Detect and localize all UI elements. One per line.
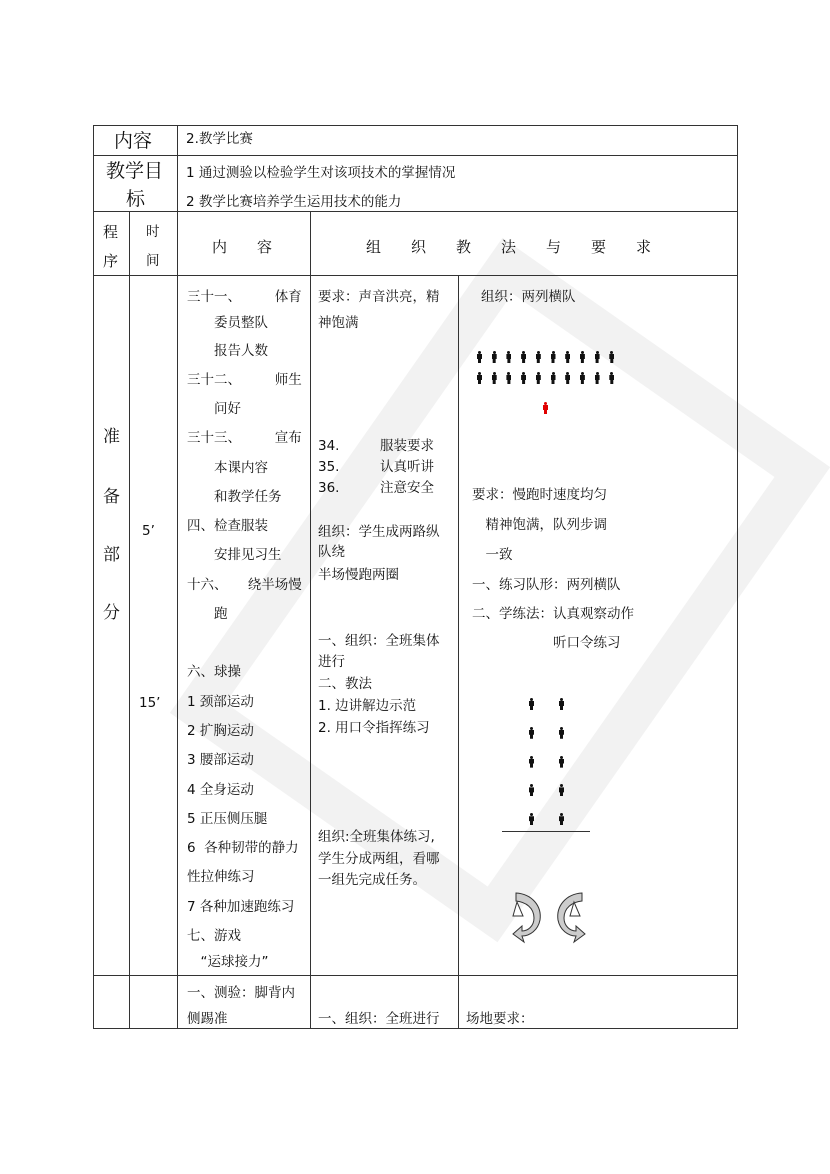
goal-label: 标 <box>126 188 146 210</box>
person-icon <box>609 372 614 384</box>
col-time: 时 <box>146 224 160 240</box>
col-method: 组 织 教 法 与 要 求 <box>366 238 652 256</box>
content-line: 5 正压侧压腿 <box>187 811 268 827</box>
content-line: 七、游戏 <box>187 928 241 944</box>
table-border <box>93 275 738 276</box>
content-line: 侧踢准 <box>187 1011 228 1027</box>
method-line: 二、教法 <box>318 676 372 692</box>
person-icon <box>580 372 585 384</box>
person-icon <box>477 351 482 363</box>
person-icon <box>559 698 564 710</box>
goal-2: 2 教学比赛培养学生运用技术的能力 <box>186 194 402 210</box>
content-line: 安排见习生 <box>187 547 282 563</box>
method-line: 一、组织：全班进行 <box>318 1011 440 1027</box>
table-border <box>177 125 178 1029</box>
requirement-line: 听口令练习 <box>472 635 621 651</box>
person-icon <box>559 813 564 825</box>
method-line: 学生分成两组，看哪 <box>318 851 440 867</box>
content-line: 3 腰部运动 <box>187 752 254 768</box>
content-line: 7 各种加速跑练习 <box>187 899 295 915</box>
col-content: 内 容 <box>212 238 273 256</box>
person-icon <box>529 813 534 825</box>
method-line: 36. 注意安全 <box>318 480 434 496</box>
method-line: 队绕 <box>318 544 345 560</box>
requirement-line: 场地要求： <box>466 1011 534 1027</box>
section-name-char: 准 <box>103 427 120 447</box>
content-line: 6 各种韧带的静力 <box>187 840 299 856</box>
requirement-line: 一、练习队形：两列横队 <box>472 577 621 593</box>
content-line: 三十三、 宣布 <box>187 430 302 446</box>
content-line: 三十二、 师生 <box>187 372 302 388</box>
content-line: 跑 <box>187 606 228 622</box>
person-icon <box>492 351 497 363</box>
content-line: 四、检查服装 <box>187 518 268 534</box>
person-icon <box>521 351 526 363</box>
person-icon <box>529 784 534 796</box>
person-icon <box>536 372 541 384</box>
curved-arrow-icon <box>510 890 595 945</box>
content-line: 委员整队 <box>187 315 268 331</box>
person-icon <box>506 372 511 384</box>
section-name-char: 部 <box>103 545 120 565</box>
content-line: 六、球操 <box>187 664 241 680</box>
content-line: 1 颈部运动 <box>187 694 254 710</box>
person-icon <box>521 372 526 384</box>
requirement-line: 一致 <box>472 547 513 563</box>
method-line: 2. 用口令指挥练习 <box>318 720 430 736</box>
content-line: 三十一、 体育 <box>187 289 302 305</box>
content-line: 问好 <box>187 401 241 417</box>
person-icon <box>559 727 564 739</box>
content-line: 报告人数 <box>187 343 268 359</box>
table-border <box>93 125 738 126</box>
table-border <box>737 125 738 1029</box>
col-procedure: 程 <box>103 223 119 241</box>
section-name-char: 分 <box>103 603 120 623</box>
method-line: 一组先完成任务。 <box>318 872 426 888</box>
table-border <box>93 1028 738 1029</box>
person-icon <box>492 372 497 384</box>
table-border <box>93 155 738 156</box>
section-name-char: 备 <box>103 487 120 507</box>
method-line: 1. 边讲解边示范 <box>318 698 417 714</box>
time-value: 15’ <box>139 695 161 711</box>
baseline <box>502 831 590 832</box>
requirement-line: 二、学练法：认真观察动作 <box>472 606 634 622</box>
method-line: 组织:全班集体练习, <box>318 829 435 845</box>
person-icon <box>551 351 556 363</box>
table-border <box>129 211 130 1029</box>
method-line: 一、组织：全班集体 <box>318 633 440 649</box>
col-procedure: 序 <box>103 252 119 270</box>
table-border <box>93 975 738 976</box>
requirement-line: 精神饱满，队列步调 <box>472 517 607 533</box>
person-icon <box>559 784 564 796</box>
content-line: 十六、 绕半场慢 <box>187 577 302 593</box>
person-icon <box>565 372 570 384</box>
requirement-line: 要求：慢跑时速度均匀 <box>472 487 607 503</box>
person-icon <box>551 372 556 384</box>
table-border <box>310 211 311 1029</box>
content-line: 2 扩胸运动 <box>187 723 254 739</box>
goal-1: 1 通过测验以检验学生对该项技术的掌握情况 <box>186 165 456 181</box>
method-line: 34. 服装要求 <box>318 438 434 454</box>
content-line: 性拉伸练习 <box>187 869 255 885</box>
content-line: 一、测验：脚背内 <box>187 985 295 1001</box>
person-icon <box>529 727 534 739</box>
person-icon <box>477 372 482 384</box>
content-value: 2.教学比赛 <box>186 131 253 147</box>
person-icon <box>565 351 570 363</box>
person-icon <box>580 351 585 363</box>
person-icon <box>529 698 534 710</box>
person-icon <box>543 402 548 414</box>
person-icon <box>595 372 600 384</box>
person-icon <box>536 351 541 363</box>
table-border <box>93 125 94 1029</box>
person-icon <box>559 756 564 768</box>
person-icon <box>529 756 534 768</box>
content-label: 内容 <box>114 130 153 152</box>
table-border <box>93 211 738 212</box>
content-line: 和教学任务 <box>187 489 282 505</box>
requirement-line: 组织：两列横队 <box>481 289 576 305</box>
method-line: 要求：声音洪亮，精 <box>318 289 440 305</box>
method-line: 35. 认真听讲 <box>318 459 434 475</box>
person-icon <box>506 351 511 363</box>
table-border <box>458 275 459 1029</box>
method-line: 神饱满 <box>318 315 359 331</box>
method-line: 进行 <box>318 654 345 670</box>
content-line: 本课内容 <box>187 460 268 476</box>
method-line: 半场慢跑两圈 <box>318 567 399 583</box>
person-icon <box>595 351 600 363</box>
method-line: 组织：学生成两路纵 <box>318 524 440 540</box>
col-time: 间 <box>146 253 160 269</box>
person-icon <box>609 351 614 363</box>
time-value: 5’ <box>142 523 155 539</box>
goal-label: 教学目 <box>106 160 164 182</box>
content-line: 4 全身运动 <box>187 782 254 798</box>
content-line: “运球接力” <box>187 954 269 970</box>
